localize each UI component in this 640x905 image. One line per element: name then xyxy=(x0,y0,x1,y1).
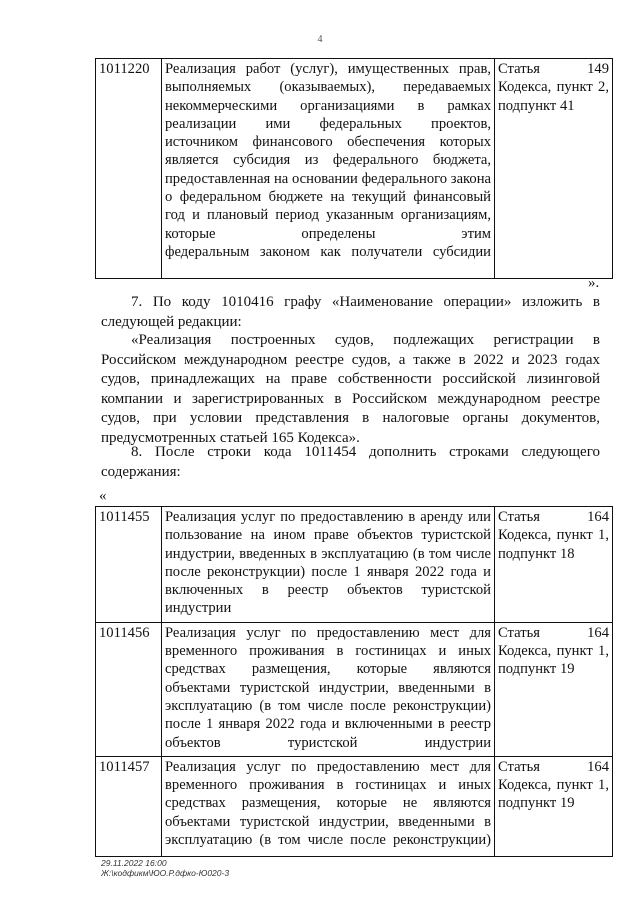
operation-code: 1011455 xyxy=(96,507,162,623)
paragraph-8: 8. После строки кода 1011454 дополнить строками следующего содержания: xyxy=(101,444,600,480)
operation-description xyxy=(162,756,495,856)
description-text: Реализация услуг по предоставлению мест для временного проживания в гостиницах и иных средствах размещения, которые являются объектами туристской индустрии, введенными в эксплуатацию (в том числе после реконструкции) после 1 января 2022 года и включенными в реестр xyxy=(165,624,491,733)
document-footer xyxy=(101,858,229,878)
code-reference xyxy=(495,756,613,856)
operation-code: 1011220 xyxy=(96,59,162,279)
reference-article-word: Статья xyxy=(498,61,540,77)
page-number: 4 xyxy=(317,34,323,45)
table-row xyxy=(96,756,613,856)
code-reference xyxy=(495,59,613,279)
description-text: Реализация услуг по предоставлению мест для временного проживания в гостиницах и иных средствах размещения, которые не являются объектами туристской индустрии, введенными в эксплуатацию (в том числе после реконструкции) xyxy=(165,758,491,849)
description-text-last: федеральным законом как получатели субсидии xyxy=(165,243,491,260)
operation-code: 1011456 xyxy=(96,622,162,756)
footer-timestamp: 29.11.2022 16:00 xyxy=(101,858,167,868)
reference-article-number: 164 xyxy=(587,509,609,525)
reference-article-word: Статья xyxy=(498,509,540,525)
operation-description xyxy=(162,59,495,279)
operations-table-bottom xyxy=(95,506,613,857)
reference-rest: Кодекса, пункт 1, подпункт 19 xyxy=(498,777,609,812)
reference-rest: Кодекса, пункт 1, подпункт 19 xyxy=(498,643,609,678)
reference-rest: Кодекса, пункт 2, подпункт 41 xyxy=(498,79,609,114)
paragraph-7-intro: 7. По коду 1010416 графу «Наименование операции» изложить в следующей редакции: xyxy=(101,294,600,330)
code-reference xyxy=(495,507,613,623)
table-row xyxy=(96,622,613,756)
closing-quote: ». xyxy=(588,275,600,291)
table-row xyxy=(96,507,613,623)
reference-article-word: Статья xyxy=(498,624,540,641)
paragraph-7-text: «Реализация построенных судов, подлежащих регистрации в Российском международном реестре судов, а также в 2022 и 2023 годах судов, принадлежащих на праве собственности российской лизинговой компании и зарегистрированных в Российском международном реестре судов, при условии представления в налоговые органы документов, предусмотренных статьей 165 Кодекса». xyxy=(101,332,600,446)
description-text-last: объектов туристской индустрии xyxy=(165,734,491,751)
reference-rest: Кодекса, пункт 1, подпункт 18 xyxy=(498,527,609,562)
reference-article-number: 164 xyxy=(587,758,609,775)
operations-table-top xyxy=(95,58,613,279)
opening-quote: « xyxy=(99,488,107,504)
reference-article-number: 164 xyxy=(587,624,609,641)
reference-article-word: Статья xyxy=(498,758,540,775)
description-text-last: индустрии xyxy=(165,600,232,617)
reference-article-number: 149 xyxy=(587,61,609,77)
table-row xyxy=(96,59,613,279)
operation-description xyxy=(162,507,495,623)
operation-code: 1011457 xyxy=(96,756,162,856)
description-text: Реализация работ (услуг), имущественных прав, выполняемых (оказываемых), передаваемых некоммерческими организациями в рамках реализации ими федеральных проектов, источником финансового обеспечения которых является субсидия из федерального бюджета, предоставленная на основании федерального закона о федеральном бюджете на текущий финансовый год и плановый период указанным организациям, которые определены этим xyxy=(165,61,491,242)
code-reference xyxy=(495,622,613,756)
description-text: Реализация услуг по предоставлению в аренду или пользование на ином праве объектов туристской индустрии, введенных в эксплуатацию (в том числе после реконструкции) после 1 января 2022 года и включенных в реестр объектов туристской xyxy=(165,509,491,599)
operation-description xyxy=(162,622,495,756)
footer-file-path: Ж:\кодфикм\ЮО.Р.дфко-Ю020-3 xyxy=(101,868,230,878)
